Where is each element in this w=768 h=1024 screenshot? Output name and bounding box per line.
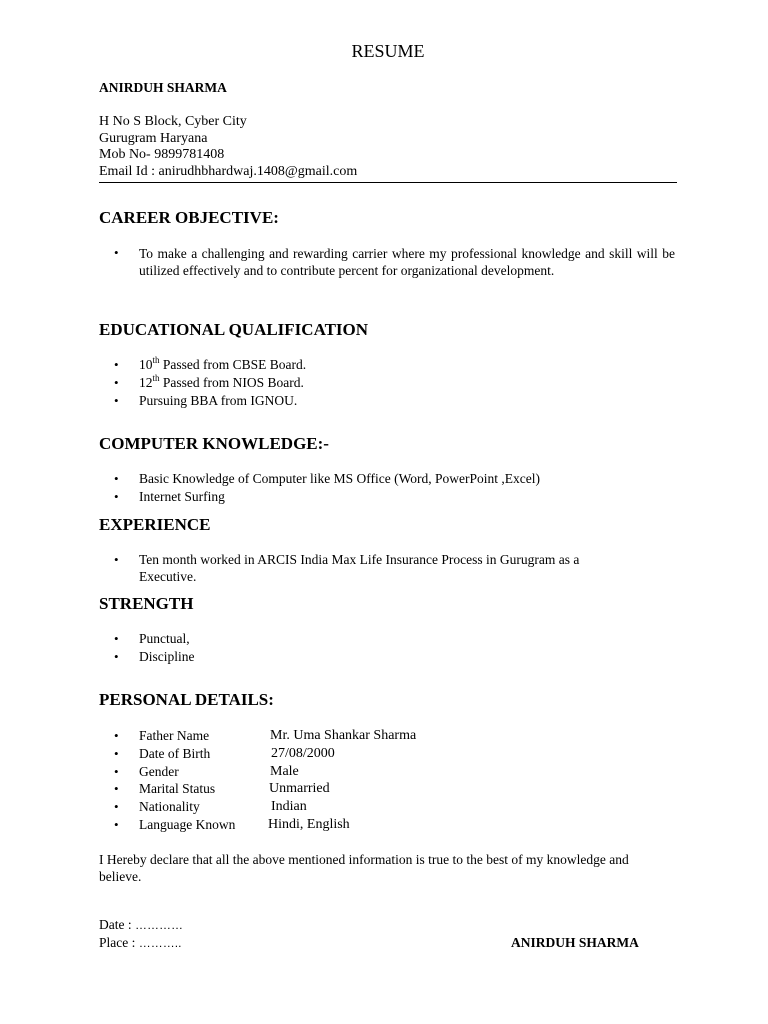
detail-value: Mr. Uma Shankar Sharma [270, 728, 417, 743]
experience-line-2: Executive. [139, 569, 197, 584]
bullet-icon: • [114, 746, 119, 761]
computer-item: Internet Surfing [139, 489, 225, 504]
detail-value: Indian [271, 799, 307, 814]
signature-name: ANIRDUH SHARMA [511, 935, 639, 950]
bullet-icon: • [114, 245, 119, 260]
bullet-icon: • [114, 764, 119, 779]
bullet-icon: • [114, 728, 119, 743]
phone-number: Mob No- 9899781408 [99, 147, 225, 162]
career-objective-text: To make a challenging and rewarding carrier where my professional knowledge and skill will be utilized effectively and to contribute percent for organizational development. [139, 246, 675, 278]
bullet-icon: • [114, 393, 119, 408]
education-item: 10th Passed from CBSE Board. [139, 355, 307, 372]
address-line-2: Gurugram Haryana [99, 131, 208, 146]
education-item: Pursuing BBA from IGNOU. [139, 393, 298, 408]
page-title: RESUME [351, 41, 425, 61]
bullet-icon: • [114, 375, 119, 390]
bullet-icon: • [114, 817, 119, 832]
bullet-icon: • [114, 489, 119, 504]
computer-knowledge-heading: COMPUTER KNOWLEDGE:- [99, 434, 329, 453]
bullet-icon: • [114, 471, 119, 486]
experience-heading: EXPERIENCE [99, 515, 211, 534]
detail-value: Unmarried [269, 781, 330, 796]
detail-label: Date of Birth [139, 746, 211, 761]
detail-value: Hindi, English [268, 817, 350, 832]
header-divider [99, 182, 677, 183]
detail-label: Father Name [139, 728, 210, 743]
detail-label: Nationality [139, 799, 200, 814]
candidate-name: ANIRDUH SHARMA [99, 80, 227, 95]
bullet-icon: • [114, 552, 119, 567]
bullet-icon: • [114, 649, 119, 664]
career-objective-heading: CAREER OBJECTIVE: [99, 208, 279, 227]
bullet-icon: • [114, 781, 119, 796]
declaration-text: I Hereby declare that all the above mentioned information is true to the best of my knowledge and believe. [99, 852, 629, 884]
education-item: 12th Passed from NIOS Board. [139, 373, 304, 390]
detail-label: Language Known [139, 817, 236, 832]
personal-details-heading: PERSONAL DETAILS: [99, 690, 274, 709]
strength-item: Punctual, [139, 631, 190, 646]
strength-heading: STRENGTH [99, 594, 194, 613]
computer-item: Basic Knowledge of Computer like MS Office (Word, PowerPoint ,Excel) [139, 471, 540, 486]
address-line-1: H No S Block, Cyber City [99, 114, 247, 129]
education-heading: EDUCATIONAL QUALIFICATION [99, 320, 369, 339]
detail-label: Marital Status [139, 781, 216, 796]
experience-line-1: Ten month worked in ARCIS India Max Life Insurance Process in Gurugram as a [139, 552, 580, 567]
date-field: Date : ………… [99, 917, 183, 932]
detail-label: Gender [139, 764, 179, 779]
bullet-icon: • [114, 357, 119, 372]
email-address: Email Id : anirudhbhardwaj.1408@gmail.com [99, 164, 358, 179]
detail-value: 27/08/2000 [271, 746, 335, 761]
place-field: Place : ……….. [99, 935, 182, 950]
bullet-icon: • [114, 799, 119, 814]
bullet-icon: • [114, 631, 119, 646]
strength-item: Discipline [139, 649, 195, 664]
detail-value: Male [270, 764, 299, 779]
